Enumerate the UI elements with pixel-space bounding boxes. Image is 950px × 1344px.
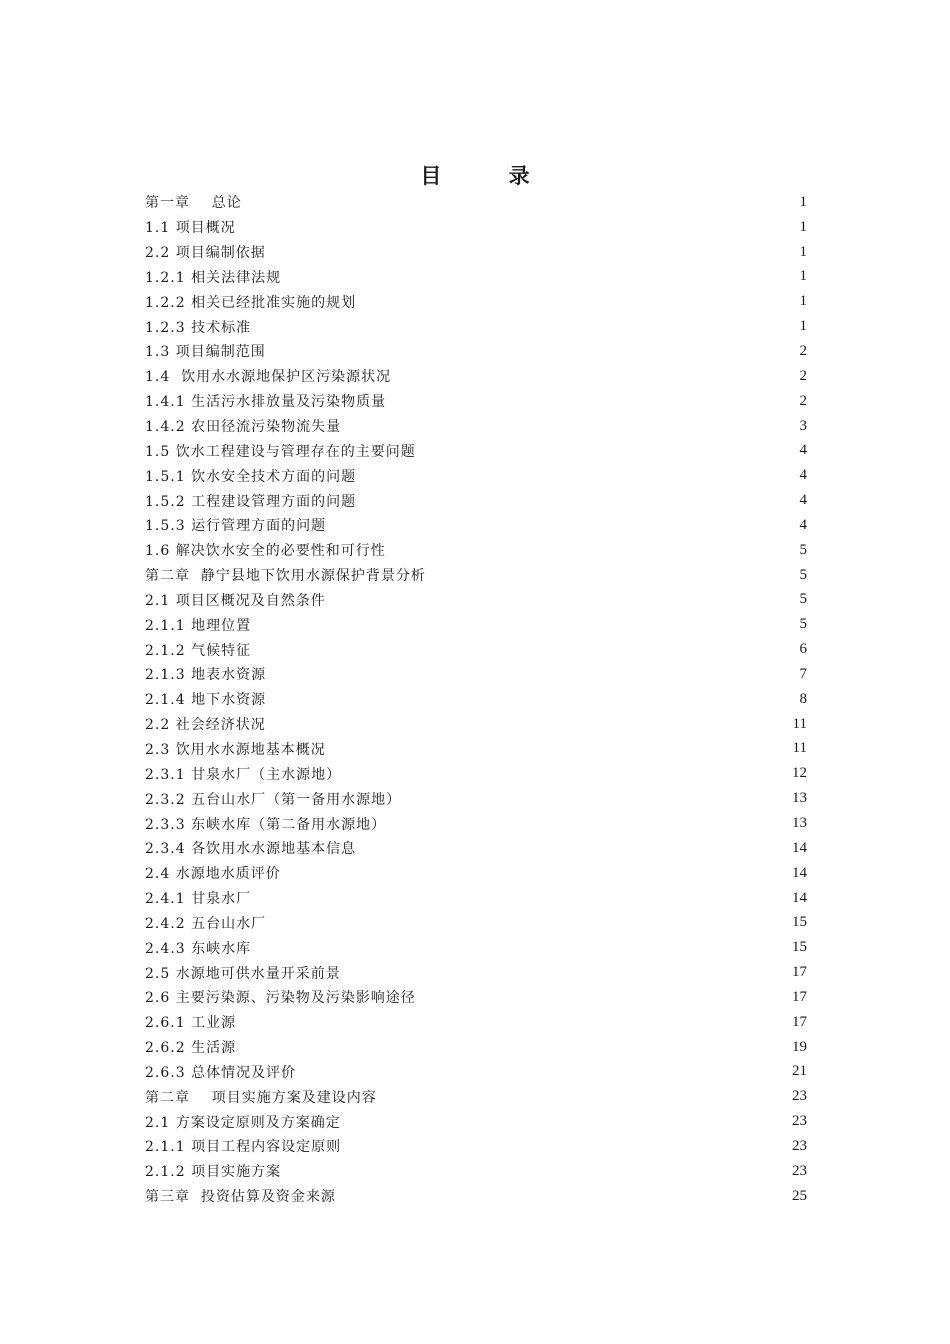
toc-entry-page-number: 8 bbox=[799, 690, 807, 707]
toc-entry-label: 1.5.1 饮水安全技术方面的问题 bbox=[145, 468, 357, 485]
toc-entry[interactable] bbox=[145, 364, 807, 389]
toc-entry-page-number: 4 bbox=[799, 492, 807, 509]
toc-entry-label: 2.2 社会经济状况 bbox=[145, 717, 266, 734]
toc-entry-page-number: 23 bbox=[792, 1088, 807, 1105]
toc-entry-page-number: 17 bbox=[792, 964, 807, 981]
toc-entry[interactable] bbox=[145, 488, 807, 513]
toc-entry-label: 2.3.4 各饮用水水源地基本信息 bbox=[145, 841, 357, 858]
toc-entry[interactable] bbox=[145, 215, 807, 240]
toc-entry[interactable] bbox=[145, 588, 807, 613]
toc-entry[interactable] bbox=[145, 687, 807, 712]
toc-entry[interactable] bbox=[145, 563, 807, 588]
toc-entry-label: 第二章 项目实施方案及建设内容 bbox=[145, 1089, 377, 1106]
toc-entry-page-number: 11 bbox=[792, 715, 807, 732]
toc-title: 目 录 bbox=[420, 163, 560, 188]
toc-entry[interactable] bbox=[145, 289, 807, 314]
toc-entry-page-number: 11 bbox=[792, 740, 807, 757]
toc-entry[interactable] bbox=[145, 662, 807, 687]
toc-entry-page-number: 5 bbox=[799, 541, 807, 558]
toc-entry[interactable] bbox=[145, 637, 807, 662]
toc-entry[interactable] bbox=[145, 811, 807, 836]
toc-entry-label: 2.4.1 甘泉水厂 bbox=[145, 891, 252, 908]
toc-entry[interactable] bbox=[145, 513, 807, 538]
toc-entry[interactable] bbox=[145, 712, 807, 737]
toc-entry-page-number: 2 bbox=[799, 392, 807, 409]
toc-entry[interactable] bbox=[145, 438, 807, 463]
table-of-contents bbox=[145, 190, 807, 1209]
toc-entry[interactable] bbox=[145, 960, 807, 985]
toc-entry-label: 2.5 水源地可供水量开采前景 bbox=[145, 965, 341, 982]
toc-entry-label: 1.3 项目编制范围 bbox=[145, 344, 266, 361]
toc-entry[interactable] bbox=[145, 1060, 807, 1085]
toc-entry[interactable] bbox=[145, 463, 807, 488]
toc-entry-label: 2.1.2 项目实施方案 bbox=[145, 1164, 282, 1181]
toc-entry[interactable] bbox=[145, 240, 807, 265]
toc-entry[interactable] bbox=[145, 861, 807, 886]
toc-entry-page-number: 5 bbox=[799, 616, 807, 633]
toc-entry-label: 第二章 静宁县地下饮用水源保护背景分析 bbox=[145, 568, 426, 585]
toc-entry[interactable] bbox=[145, 389, 807, 414]
toc-entry-page-number: 1 bbox=[799, 268, 807, 285]
toc-entry[interactable] bbox=[145, 836, 807, 861]
toc-entry-label: 1.4 饮用水水源地保护区污染源状况 bbox=[145, 369, 392, 386]
toc-entry-label: 2.6 主要污染源、污染物及污染影响途径 bbox=[145, 990, 416, 1007]
toc-entry-page-number: 21 bbox=[792, 1063, 807, 1080]
toc-entry-page-number: 15 bbox=[792, 914, 807, 931]
toc-entry-label: 2.4.2 五台山水厂 bbox=[145, 915, 267, 932]
toc-entry-page-number: 5 bbox=[799, 566, 807, 583]
toc-entry-page-number: 23 bbox=[792, 1162, 807, 1179]
toc-entry-page-number: 17 bbox=[792, 988, 807, 1005]
toc-entry-label: 第一章 总论 bbox=[145, 195, 242, 212]
toc-entry-label: 2.1.2 气候特征 bbox=[145, 642, 252, 659]
toc-entry-label: 1.2.1 相关法律法规 bbox=[145, 269, 282, 286]
toc-entry-label: 1.6 解决饮水安全的必要性和可行性 bbox=[145, 543, 386, 560]
toc-entry-page-number: 1 bbox=[799, 218, 807, 235]
toc-entry[interactable] bbox=[145, 1134, 807, 1159]
toc-entry-label: 1.4.2 农田径流污染物流失量 bbox=[145, 419, 342, 436]
toc-entry[interactable] bbox=[145, 1159, 807, 1184]
toc-entry-label: 1.4.1 生活污水排放量及污染物质量 bbox=[145, 394, 387, 411]
toc-entry-page-number: 4 bbox=[799, 467, 807, 484]
toc-entry-page-number: 2 bbox=[799, 367, 807, 384]
toc-entry-label: 2.3.1 甘泉水厂（主水源地） bbox=[145, 766, 342, 783]
toc-entry[interactable] bbox=[145, 1010, 807, 1035]
toc-entry-page-number: 2 bbox=[799, 342, 807, 359]
toc-entry[interactable] bbox=[145, 265, 807, 290]
toc-entry[interactable] bbox=[145, 1184, 807, 1209]
toc-entry-page-number: 19 bbox=[792, 1038, 807, 1055]
toc-entry-page-number: 25 bbox=[792, 1187, 807, 1204]
toc-entry[interactable] bbox=[145, 985, 807, 1010]
toc-entry[interactable] bbox=[145, 190, 807, 215]
toc-entry-page-number: 13 bbox=[792, 815, 807, 832]
toc-entry-label: 2.2 项目编制依据 bbox=[145, 245, 266, 262]
toc-entry-page-number: 1 bbox=[799, 293, 807, 310]
toc-entry-page-number: 15 bbox=[792, 939, 807, 956]
toc-entry-label: 1.1 项目概况 bbox=[145, 220, 236, 237]
toc-entry[interactable] bbox=[145, 886, 807, 911]
toc-entry-label: 1.2.3 技术标准 bbox=[145, 319, 252, 336]
toc-entry[interactable] bbox=[145, 1109, 807, 1134]
toc-entry-page-number: 4 bbox=[799, 442, 807, 459]
toc-entry-label: 1.5 饮水工程建设与管理存在的主要问题 bbox=[145, 443, 416, 460]
toc-entry-label: 2.1 项目区概况及自然条件 bbox=[145, 592, 326, 609]
toc-entry-label: 1.5.3 运行管理方面的问题 bbox=[145, 518, 327, 535]
toc-entry-label: 2.4.3 东峡水库 bbox=[145, 940, 252, 957]
toc-entry[interactable] bbox=[145, 414, 807, 439]
toc-entry-label: 2.6.2 生活源 bbox=[145, 1040, 237, 1057]
toc-entry[interactable] bbox=[145, 1035, 807, 1060]
toc-entry-page-number: 14 bbox=[792, 889, 807, 906]
toc-entry-label: 2.1.1 项目工程内容设定原则 bbox=[145, 1139, 342, 1156]
toc-entry[interactable] bbox=[145, 1084, 807, 1109]
toc-entry-page-number: 14 bbox=[792, 839, 807, 856]
toc-entry-label: 2.6.1 工业源 bbox=[145, 1015, 237, 1032]
toc-entry[interactable] bbox=[145, 612, 807, 637]
toc-entry[interactable] bbox=[145, 761, 807, 786]
toc-entry[interactable] bbox=[145, 538, 807, 563]
toc-entry-label: 第三章 投资估算及资金来源 bbox=[145, 1189, 336, 1206]
toc-entry[interactable] bbox=[145, 314, 807, 339]
toc-entry[interactable] bbox=[145, 786, 807, 811]
toc-entry-page-number: 1 bbox=[799, 193, 807, 210]
toc-entry-label: 2.3.2 五台山水厂（第一备用水源地） bbox=[145, 791, 402, 808]
toc-entry-label: 2.1.4 地下水资源 bbox=[145, 692, 267, 709]
toc-entry-label: 2.1.1 地理位置 bbox=[145, 617, 252, 634]
toc-entry-page-number: 5 bbox=[799, 591, 807, 608]
toc-entry-label: 2.4 水源地水质评价 bbox=[145, 866, 281, 883]
toc-entry-label: 2.3 饮用水水源地基本概况 bbox=[145, 741, 326, 758]
toc-entry-label: 2.3.3 东峡水库（第二备用水源地） bbox=[145, 816, 387, 833]
toc-entry-label: 1.5.2 工程建设管理方面的问题 bbox=[145, 493, 357, 510]
toc-entry-page-number: 13 bbox=[792, 790, 807, 807]
toc-entry-label: 1.2.2 相关已经批准实施的规划 bbox=[145, 294, 357, 311]
toc-entry-label: 2.6.3 总体情况及评价 bbox=[145, 1064, 297, 1081]
toc-entry[interactable] bbox=[145, 910, 807, 935]
toc-entry-page-number: 23 bbox=[792, 1113, 807, 1130]
toc-entry-page-number: 17 bbox=[792, 1013, 807, 1030]
toc-entry-page-number: 7 bbox=[799, 665, 807, 682]
toc-entry-page-number: 6 bbox=[799, 641, 807, 658]
toc-entry[interactable] bbox=[145, 737, 807, 762]
toc-entry-page-number: 14 bbox=[792, 864, 807, 881]
toc-entry-page-number: 23 bbox=[792, 1137, 807, 1154]
toc-entry-page-number: 1 bbox=[799, 318, 807, 335]
toc-entry-page-number: 12 bbox=[792, 765, 807, 782]
toc-entry-page-number: 3 bbox=[799, 417, 807, 434]
toc-entry-label: 2.1.3 地表水资源 bbox=[145, 667, 267, 684]
toc-entry[interactable] bbox=[145, 935, 807, 960]
toc-entry[interactable] bbox=[145, 339, 807, 364]
toc-entry-label: 2.1 方案设定原则及方案确定 bbox=[145, 1114, 341, 1131]
toc-entry-page-number: 1 bbox=[799, 243, 807, 260]
toc-entry-page-number: 4 bbox=[799, 516, 807, 533]
